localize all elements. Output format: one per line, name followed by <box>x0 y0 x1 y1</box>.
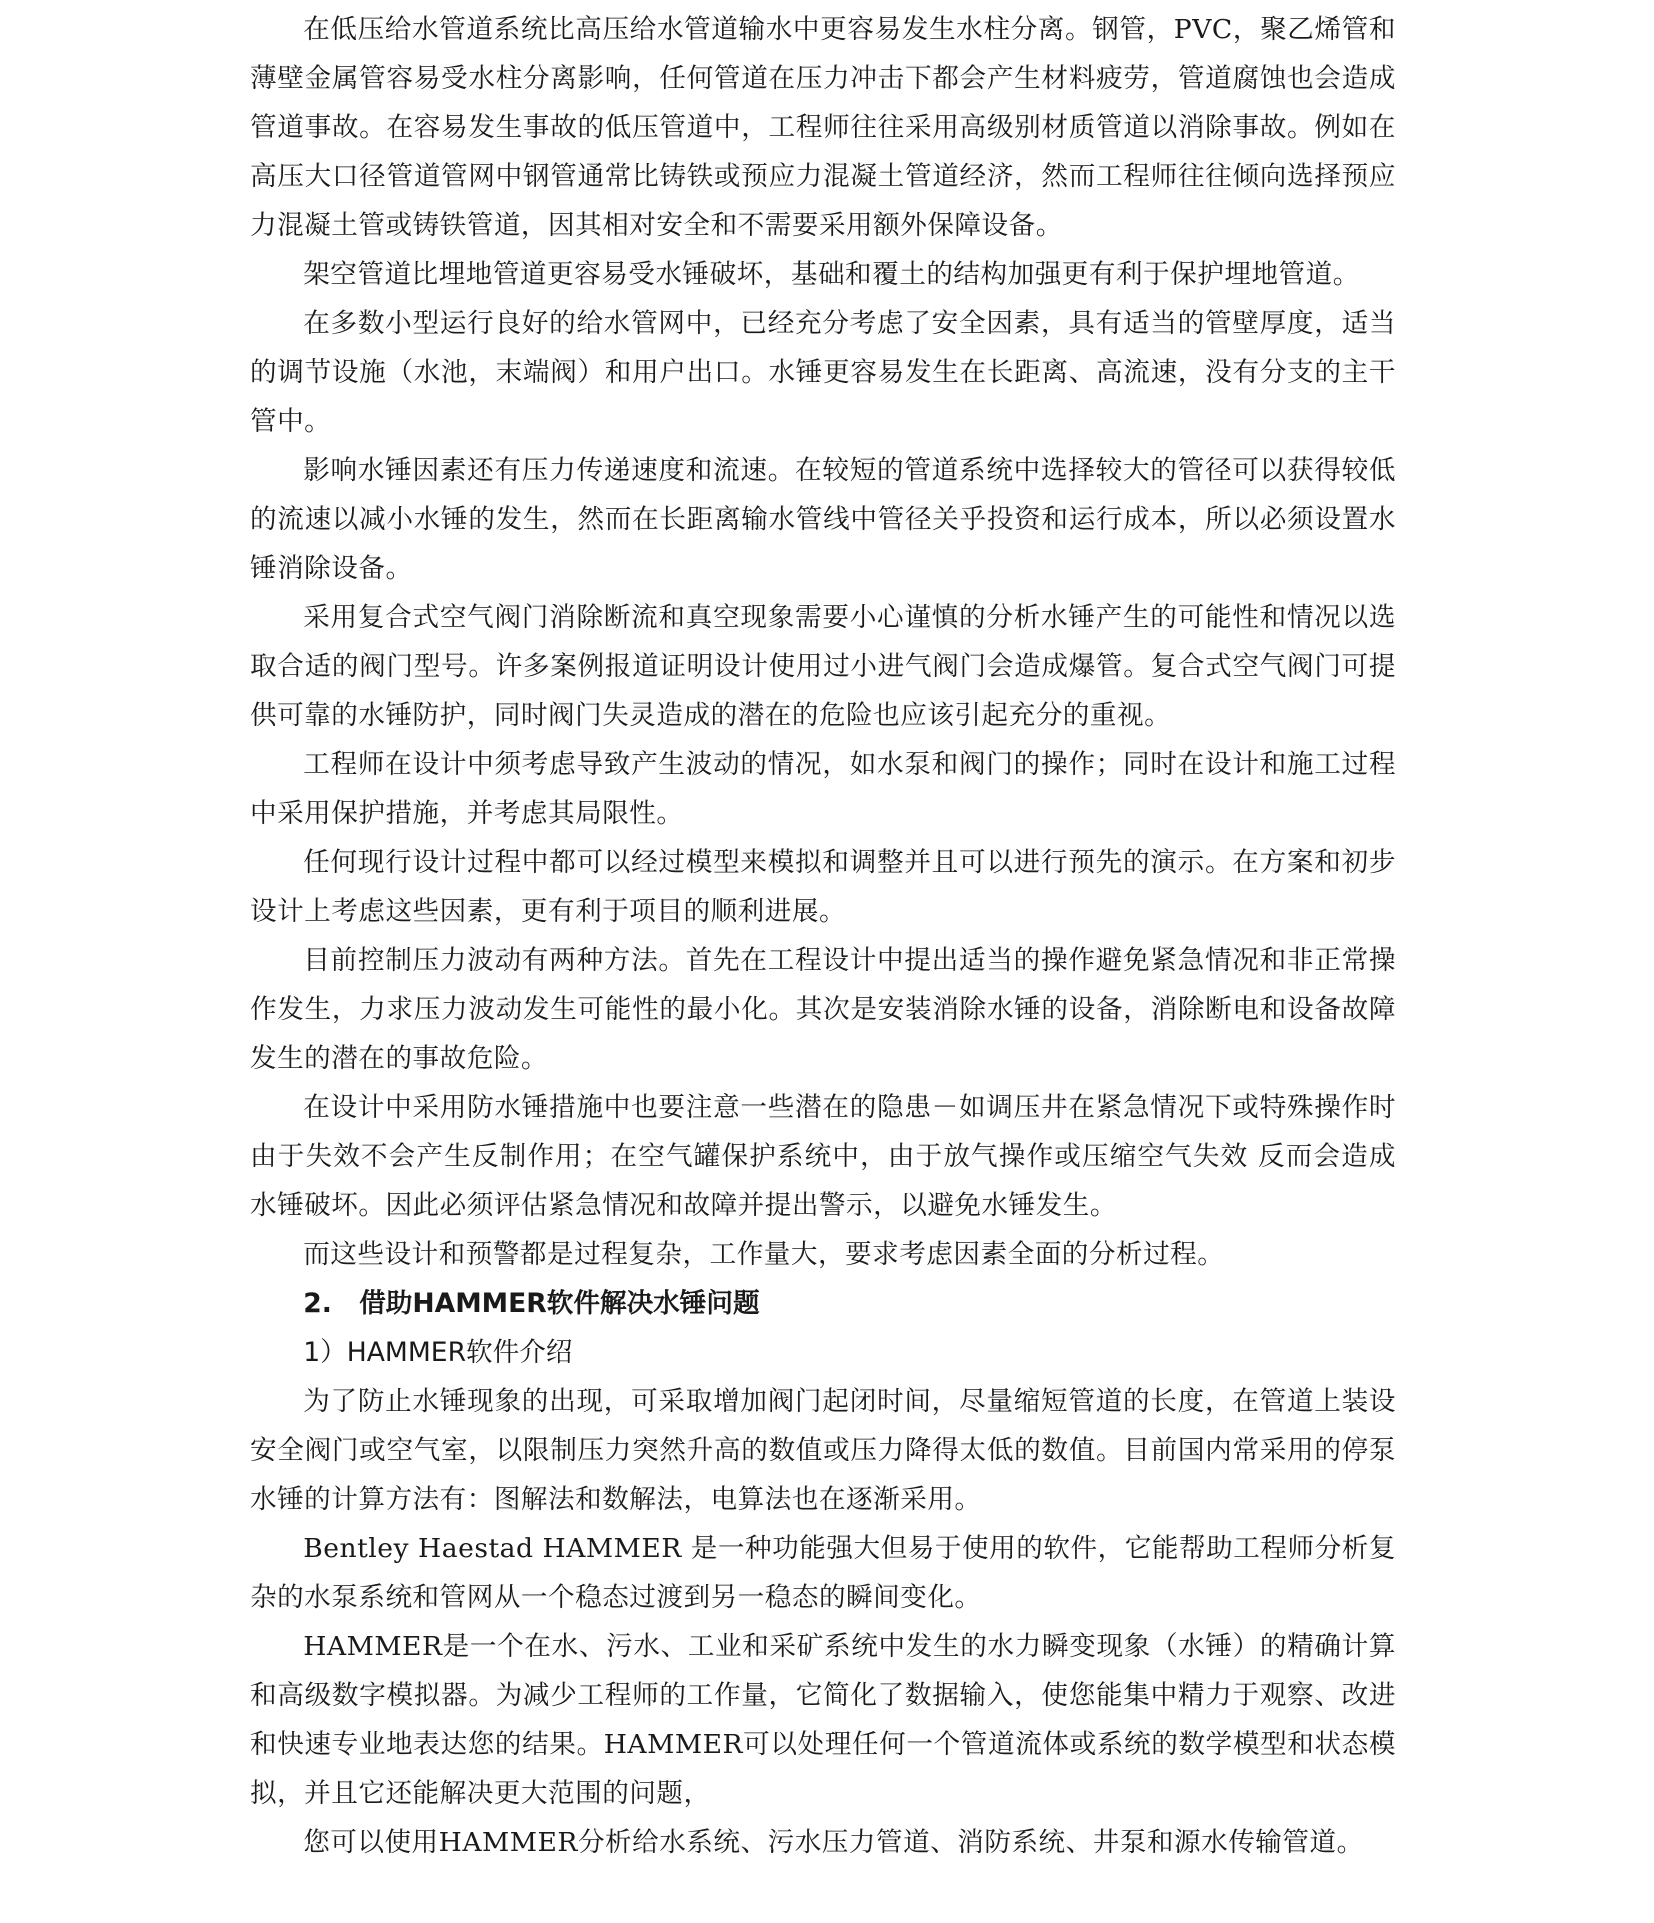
paragraph-control-methods: 目前控制压力波动有两种方法。首先在工程设计中提出适当的操作避免紧急情况和非正常操作发生，力求压力波动发生可能性的最小化。其次是安装消除水锤的设备，消除断电和设备故障发生的潜在的事故危险。 <box>250 945 1396 1074</box>
section-number: 2. <box>303 1288 332 1319</box>
paragraph-modeling: 任何现行设计过程中都可以经过模型来模拟和调整并且可以进行预先的演示。在方案和初步设计上考虑这些因素，更有利于项目的顺利进展。 <box>250 847 1396 927</box>
paragraph-small-networks: 在多数小型运行良好的给水管网中，已经充分考虑了安全因素，具有适当的管壁厚度，适当的调节设施（水池，末端阀）和用户出口。水锤更容易发生在长距离、高流速，没有分支的主干管中。 <box>250 308 1396 437</box>
paragraph-hidden-risks: 在设计中采用防水锤措施中也要注意一些潜在的隐患－如调压井在紧急情况下或特殊操作时由于失效不会产生反制作用；在空气罐保护系统中，由于放气操作或压缩空气失效 反而会造成水锤破坏。因此必须评估紧急情况和故障并提出警示，以避免水锤发生。 <box>250 1092 1396 1221</box>
paragraph-overhead-pipes: 架空管道比埋地管道更容易受水锤破坏，基础和覆土的结构加强更有利于保护埋地管道。 <box>303 259 1360 290</box>
paragraph-complex-analysis: 而这些设计和预警都是过程复杂，工作量大，要求考虑因素全面的分析过程。 <box>303 1239 1225 1270</box>
paragraph-bentley-hammer: Bentley Haestad HAMMER 是一种功能强大但易于使用的软件，它能帮助工程师分析复杂的水泵系统和管网从一个稳态过渡到另一稳态的瞬间变化。 <box>250 1533 1396 1613</box>
paragraph-pressure-velocity: 影响水锤因素还有压力传递速度和流速。在较短的管道系统中选择较大的管径可以获得较低的流速以减小水锤的发生，然而在长距离输水管线中管径关乎投资和运行成本，所以必须设置水锤消除设备。 <box>250 455 1396 584</box>
paragraph-hammer-uses: 您可以使用HAMMER分析给水系统、污水压力管道、消防系统、井泵和源水传输管道。 <box>303 1827 1364 1858</box>
paragraph-water-column-separation: 在低压给水管道系统比高压给水管道输水中更容易发生水柱分离。钢管，PVC，聚乙烯管和薄壁金属管容易受水柱分离影响，任何管道在压力冲击下都会产生材料疲劳，管道腐蚀也会造成管道事故。在容易发生事故的低压管道中，工程师往往采用高级别材质管道以消除事故。例如在高压大口径管道管网中钢管通常比铸铁或预应力混凝土管道经济，然而工程师往往倾向选择预应力混凝土管或铸铁管道，因其相对安全和不需要采用额外保障设备。 <box>250 14 1396 241</box>
paragraph-air-valves: 采用复合式空气阀门消除断流和真空现象需要小心谨慎的分析水锤产生的可能性和情况以选取合适的阀门型号。许多案例报道证明设计使用过小进气阀门会造成爆管。复合式空气阀门可提供可靠的水锤防护，同时阀门失灵造成的潜在的危险也应该引起充分的重视。 <box>250 602 1396 731</box>
paragraph-hammer-simulator: HAMMER是一个在水、污水、工业和采矿系统中发生的水力瞬变现象（水锤）的精确计算和高级数字模拟器。为减少工程师的工作量，它简化了数据输入，使您能集中精力于观察、改进和快速专业地表达您的结果。HAMMER可以处理任何一个管道流体或系统的数学模型和状态模拟，并且它还能解决更大范围的问题， <box>250 1631 1396 1809</box>
paragraph-prevention: 为了防止水锤现象的出现，可采取增加阀门起闭时间，尽量缩短管道的长度，在管道上装设安全阀门或空气室，以限制压力突然升高的数值或压力降得太低的数值。目前国内常采用的停泵水锤的计算方法有：图解法和数解法，电算法也在逐渐采用。 <box>250 1386 1396 1515</box>
sub-heading: 1）HAMMER软件介绍 <box>303 1337 573 1368</box>
paragraph-design-considerations: 工程师在设计中须考虑导致产生波动的情况，如水泵和阀门的操作；同时在设计和施工过程中采用保护措施，并考虑其局限性。 <box>250 749 1396 829</box>
section-title: 借助HAMMER软件解决水锤问题 <box>359 1288 760 1319</box>
document-body <box>250 5 1396 1867</box>
section-heading <box>250 1279 1396 1328</box>
